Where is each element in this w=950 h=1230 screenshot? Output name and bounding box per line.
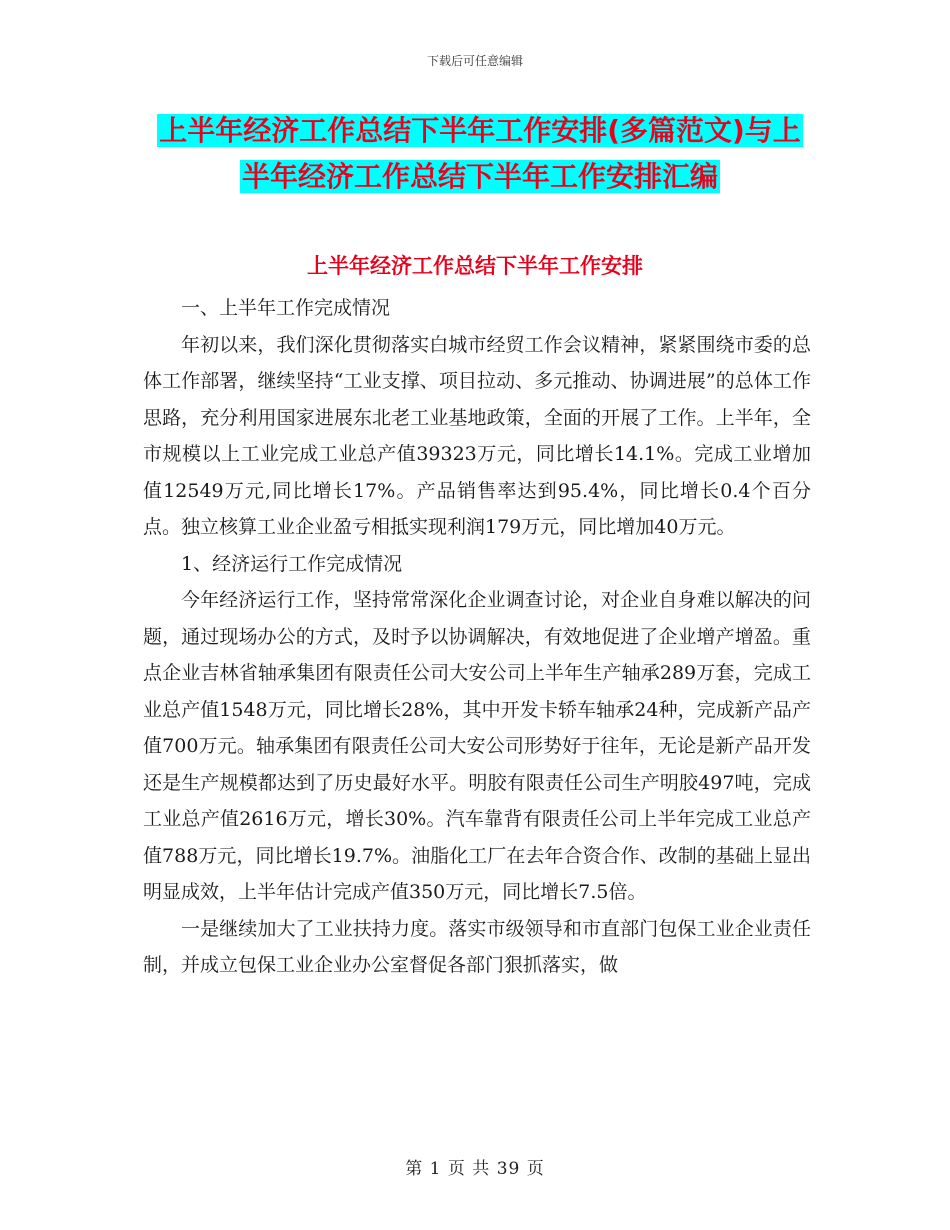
paragraph-2: 今年经济运行工作，坚持常常深化企业调查讨论，对企业自身难以解决的问题，通过现场办公的方式，及时予以协调解决，有效地促进了企业增产增盈。重点企业吉林省轴承集团有限责任公司大安公司上半年生产轴承289万套，完成工业总产值1548万元，同比增长28%，其中开发卡轿车轴承24种，完成新产品产值700万元。轴承集团有限责任公司大安公司形势好于往年，无论是新产品开发还是生产规模都达到了历史最好水平。明胶有限责任公司生产明胶497吨，完成工业总产值2616万元，增长30%。汽车靠背有限责任公司上半年完成工业总产值788万元，同比增长19.7%。油脂化工厂在去年合资合作、改制的基础上显出明显成效，上半年估计完成产值350万元，同比增长7.5倍。 [143,589,811,903]
paragraph-3: 一是继续加大了工业扶持力度。落实市级领导和市直部门包保工业企业责任制，并成立包保工业企业办公室督促各部门狠抓落实，做 [143,917,811,976]
document-body [143,290,811,984]
paragraph-heading-2: 1、经济运行工作完成情况 [181,552,403,575]
document-title [140,108,820,200]
paragraph-heading-1: 一、上半年工作完成情况 [181,297,391,319]
document-title-line-1: 上半年经济工作总结下半年工作安排(多篇范文)与上 [159,114,801,147]
paragraph-1: 年初以来，我们深化贯彻落实白城市经贸工作会议精神，紧紧围绕市委的总体工作部署，继续坚持“工业支撑、项目拉动、多元推动、协调进展”的总体工作思路，充分利用国家进展东北老工业基地政策，全面的开展了工作。上半年，全市规模以上工业完成工业总产值39323万元，同比增长14.1%。完成工业增加值12549万元,同比增长17%。产品销售率达到95.4%，同比增长0.4个百分点。独立核算工业企业盈亏相抵实现利润179万元，同比增加40万元。 [143,333,811,538]
page-number: 第 1 页 共 39 页 [405,1159,545,1179]
header-note: 下载后可任意编辑 [426,54,523,68]
section-title: 上半年经济工作总结下半年工作安排 [307,254,643,278]
document-title-line-2: 半年经济工作总结下半年工作安排汇编 [241,160,718,193]
